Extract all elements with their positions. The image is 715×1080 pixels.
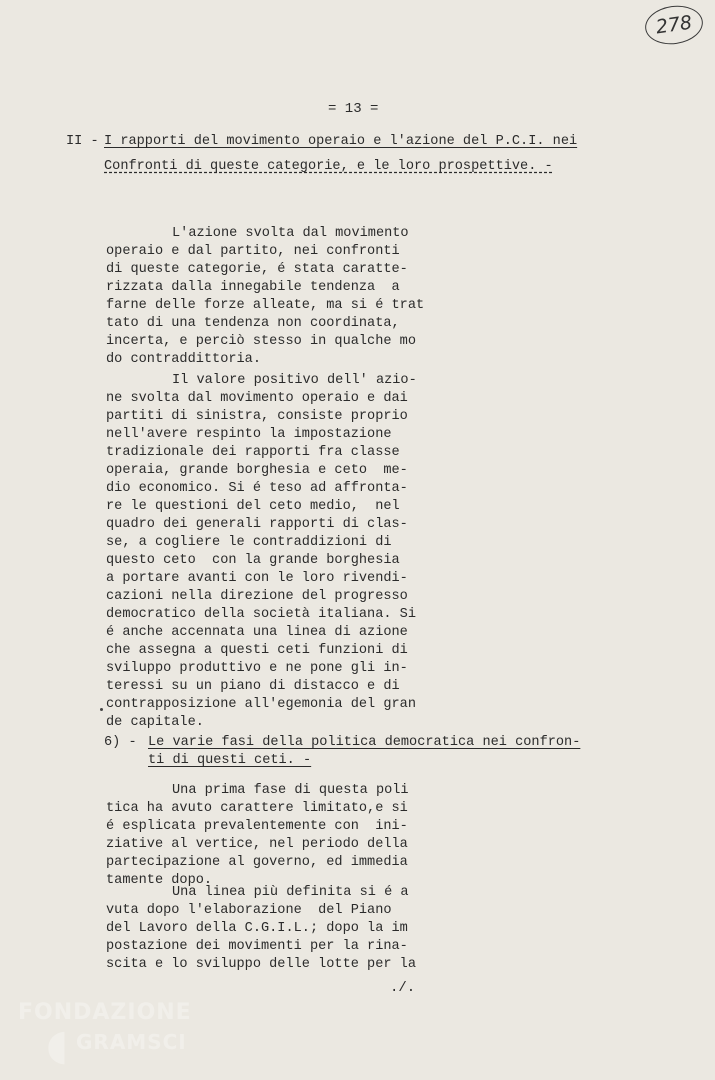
text-line: ziative al vertice, nel periodo della [106, 837, 408, 852]
text-line: é esplicata prevalentemente con ini- [106, 819, 408, 834]
text-line: tato di una tendenza non coordinata, [106, 316, 400, 331]
heading-line-2: Confronti di queste categorie, e le loro prospettive. - [104, 159, 553, 174]
text-line: tradizionale dei rapporti fra classe [106, 445, 400, 460]
section-6-title-line-1: Le varie fasi della politica democratica nei confron- [148, 735, 581, 750]
text-line: do contraddittoria. [106, 352, 261, 367]
text-line: a portare avanti con le loro rivendi- [106, 571, 408, 586]
watermark-logo-icon: ◖ [46, 1020, 69, 1069]
text-line: ne svolta dal movimento operaio e dai [106, 391, 408, 406]
text-line: del Lavoro della C.G.I.L.; dopo la im [106, 921, 408, 936]
text-line: dio economico. Si é teso ad affronta- [106, 481, 408, 496]
heading-line-1: I rapporti del movimento operaio e l'azione del P.C.I. nei [104, 134, 578, 149]
text-line: incerta, e perciò stesso in qualche mo [106, 334, 416, 349]
text-line: di queste categorie, é stata caratte- [106, 262, 408, 277]
text-line: rizzata dalla innegabile tendenza a [106, 280, 400, 295]
text-line: vuta dopo l'elaborazione del Piano [106, 903, 392, 918]
watermark [18, 1000, 218, 1070]
section-6-title-line-2: ti di questi ceti. - [148, 753, 312, 768]
text-line: operaia, grande borghesia e ceto me- [106, 463, 408, 478]
page-number: = 13 = [328, 101, 379, 117]
text-line: che assegna a questi ceti funzioni di [106, 643, 408, 658]
text-line: contrapposizione all'egemonia del gran [106, 697, 416, 712]
text-line: Il valore positivo dell' azio- [172, 373, 417, 388]
heading-prefix: II - [66, 134, 107, 149]
text-line: de capitale. [106, 715, 204, 730]
text-line: tamente dopo. [106, 873, 213, 888]
text-line: tica ha avuto carattere limitato,e si [106, 801, 408, 816]
text-line: postazione dei movimenti per la rina- [106, 939, 408, 954]
text-line: re le questioni del ceto medio, nel [106, 499, 400, 514]
archive-stamp: 278 [643, 2, 706, 48]
section-6-number: 6) - [104, 735, 145, 750]
text-line: democratico della società italiana. Si [106, 607, 416, 622]
watermark-line-1: FONDAZIONE [18, 1000, 192, 1025]
watermark-line-2: GRAMSCI [76, 1030, 187, 1054]
text-line: é anche accennata una linea di azione [106, 625, 408, 640]
text-line: sviluppo produttivo e ne pone gli in- [106, 661, 408, 676]
text-line: questo ceto con la grande borghesia [106, 553, 400, 568]
text-line: teressi su un piano di distacco e di [106, 679, 400, 694]
text-line: Una prima fase di questa poli [172, 783, 409, 798]
text-line: quadro dei generali rapporti di clas- [106, 517, 408, 532]
text-line: cazioni nella direzione del progresso [106, 589, 408, 604]
text-line: scita e lo sviluppo delle lotte per la [106, 957, 416, 972]
ink-dot [100, 708, 103, 711]
text-line: partecipazione al governo, ed immedia [106, 855, 408, 870]
text-line: L'azione svolta dal movimento [172, 226, 409, 241]
continuation-mark: ./. [390, 980, 416, 996]
text-line: se, a cogliere le contraddizioni di [106, 535, 392, 550]
text-line: operaio e dal partito, nei confronti [106, 244, 400, 259]
text-line: Una linea più definita si é a [172, 885, 409, 900]
text-line: nell'avere respinto la impostazione [106, 427, 392, 442]
text-line: farne delle forze alleate, ma si é trat [106, 298, 425, 313]
text-line: partiti di sinistra, consiste proprio [106, 409, 408, 424]
